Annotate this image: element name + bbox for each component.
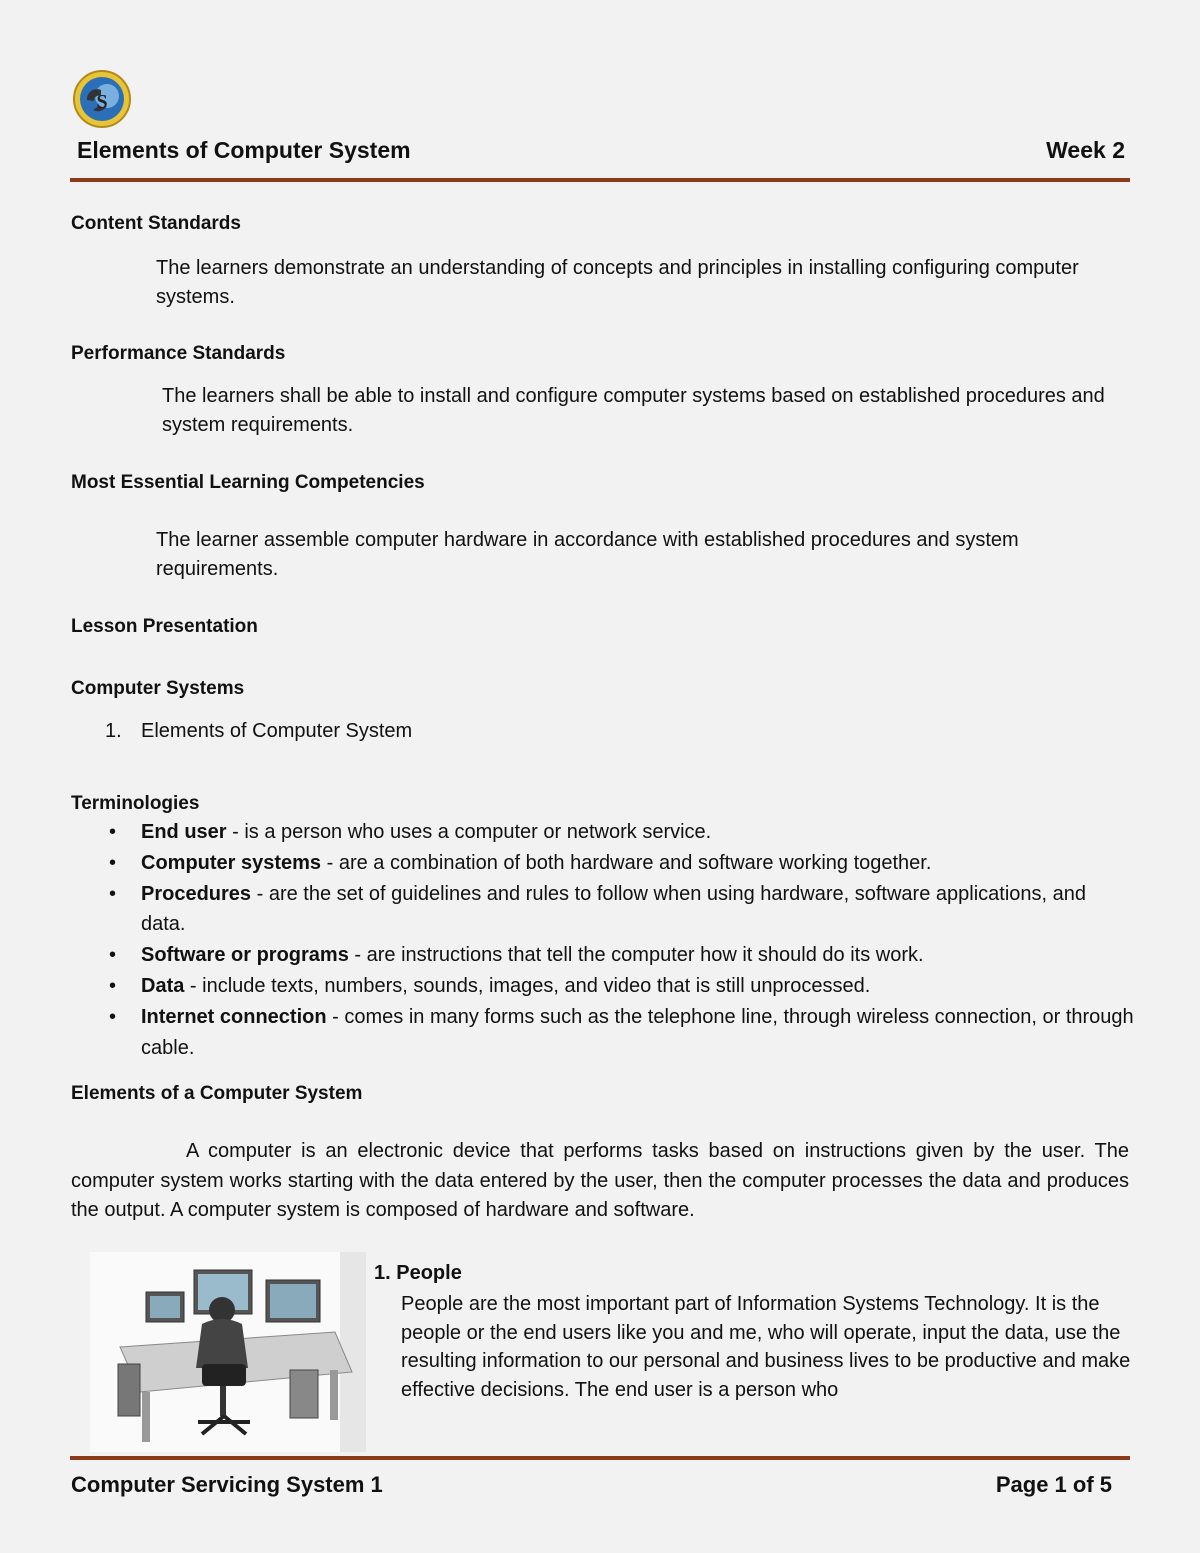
term: End user: [141, 821, 227, 843]
week-label: Week 2: [1046, 137, 1125, 163]
performance-standards-text: The learners shall be able to install and configure computer systems based on established procedures and system requirements.: [162, 385, 1105, 436]
footer-course-title: Computer Servicing System 1: [71, 1472, 383, 1497]
definition: - comes in many forms such as the telephone line, through wireless connection, or through cable.: [141, 1005, 1134, 1059]
term: Data: [141, 974, 185, 997]
header-divider: [70, 178, 1130, 182]
term: Computer systems: [141, 851, 322, 874]
content-standards-text: The learners demonstrate an understanding of concepts and principles in installing configuring computer systems.: [156, 257, 1079, 308]
list-item: [106, 879, 1136, 941]
term: Software or programs: [141, 944, 349, 967]
list-item: [106, 817, 1136, 848]
svg-text:S: S: [96, 91, 108, 113]
definition: - are instructions that tell the computer how it should do its work.: [348, 944, 924, 967]
list-item: [106, 971, 1136, 1002]
melc-heading: Most Essential Learning Competencies: [71, 472, 425, 493]
term: Internet connection: [141, 1005, 327, 1028]
computer-systems-heading: Computer Systems: [71, 678, 245, 699]
elements-heading: Elements of a Computer System: [71, 1083, 363, 1104]
melc-text: The learner assemble computer hardware in accordance with established procedures and system requirements.: [156, 529, 1019, 580]
computer-workstation-illustration: [90, 1252, 366, 1452]
definition: - include texts, numbers, sounds, images, and video that is still unprocessed.: [184, 974, 871, 997]
bullet: •: [109, 821, 117, 843]
bullet: •: [109, 1005, 117, 1028]
terminologies-heading: Terminologies: [71, 793, 200, 814]
terminologies-list: [106, 817, 1136, 1063]
school-logo: [73, 70, 131, 128]
list-item: [106, 1002, 1136, 1064]
content-standards-heading: Content Standards: [71, 213, 241, 234]
definition: - are a combination of both hardware and software working together.: [321, 851, 932, 874]
numbered-item-text: Elements of Computer System: [141, 720, 413, 742]
definition: - are the set of guidelines and rules to follow when using hardware, software applications, and data.: [141, 882, 1086, 936]
numbered-item-number: 1.: [105, 720, 122, 742]
bullet: •: [109, 882, 117, 905]
elements-paragraph: A computer is an electronic device that performs tasks based on instructions given by the user. The computer system works starting with the data entered by the user, then the computer processes the data and produces the output. A computer system is composed of hardware and software.: [71, 1140, 1129, 1221]
term: Procedures: [141, 882, 252, 905]
document-title: Elements of Computer System: [77, 137, 411, 163]
list-item: [106, 848, 1136, 879]
bullet: •: [109, 974, 117, 997]
list-item: [106, 940, 1136, 971]
people-text: People are the most important part of Information Systems Technology. It is the people or the end users like you and me, who will operate, input the data, use the resulting information to our personal and business lives to be productive and make effective decisions. The end user is a person who: [401, 1293, 1131, 1401]
footer-divider: [70, 1456, 1130, 1460]
definition: - is a person who uses a computer or network service.: [226, 821, 712, 843]
bullet: •: [109, 851, 117, 874]
performance-standards-heading: Performance Standards: [71, 343, 286, 364]
bullet: •: [109, 944, 117, 967]
page-number: Page 1 of 5: [995, 1472, 1112, 1497]
people-heading: 1. People: [374, 1262, 462, 1284]
lesson-presentation-heading: Lesson Presentation: [71, 616, 258, 637]
